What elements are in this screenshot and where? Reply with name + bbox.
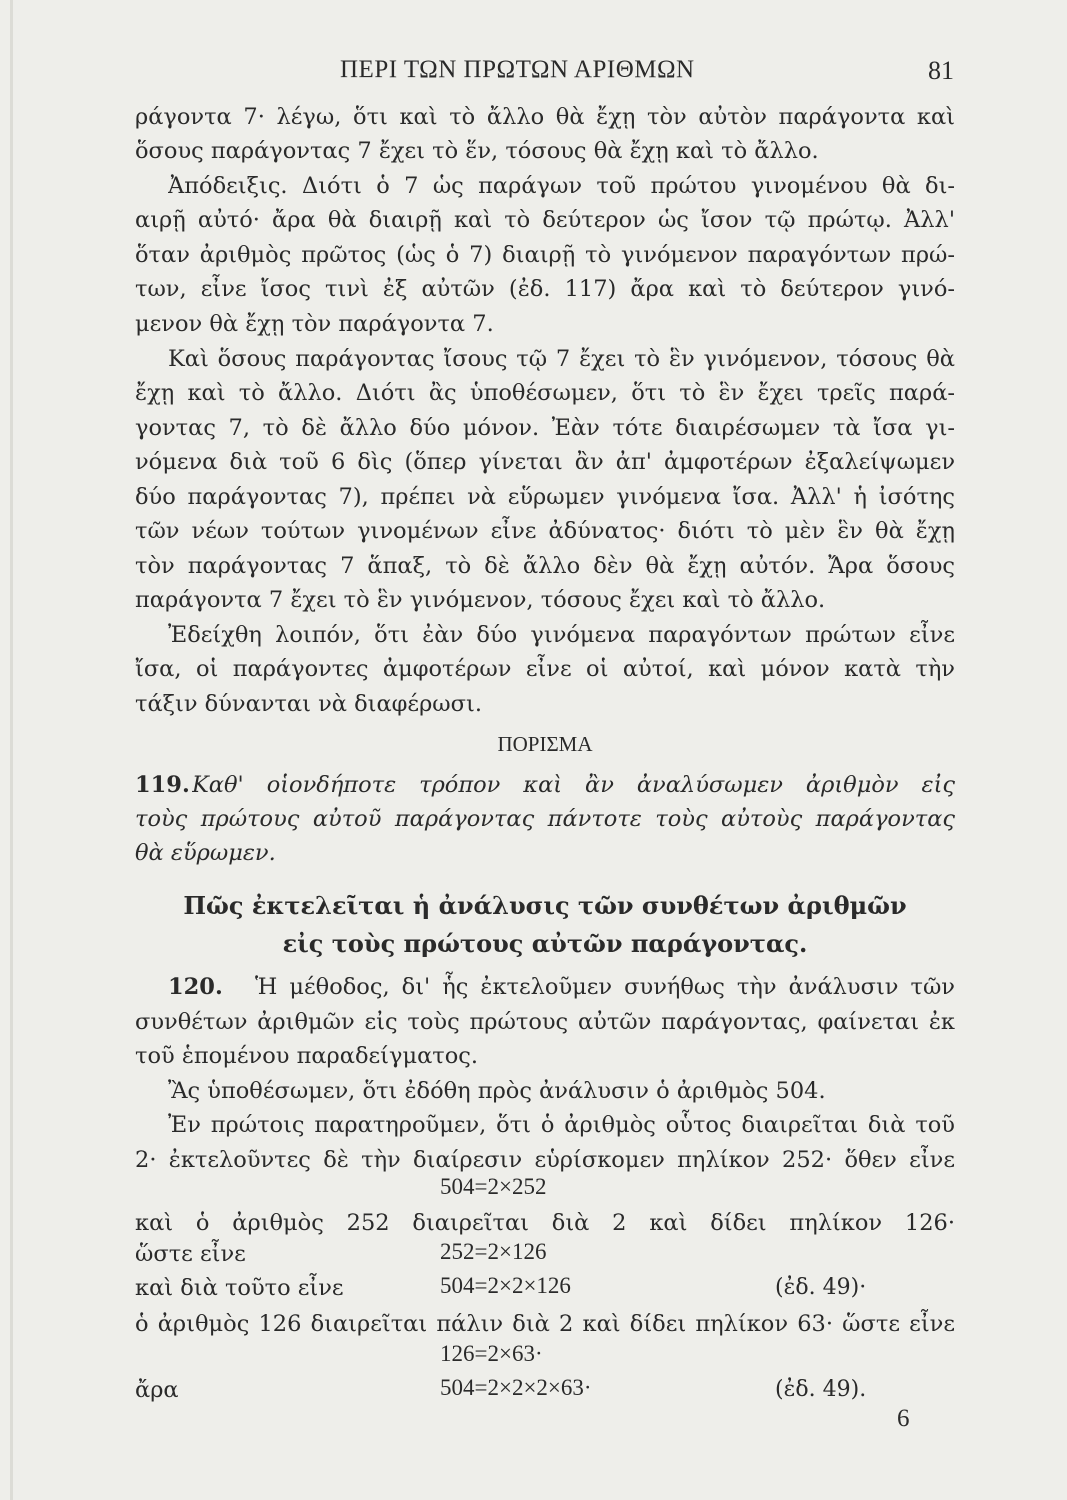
equation: 504=2×252 (440, 1174, 547, 1199)
equation: 504=2×2×2×63· (440, 1375, 592, 1400)
text-line: νόμενα διὰ τοῦ 6 δὶς (ὅπερ γίνεται ἂν ἀπ' ἀμφοτέρων ἐξαλείψωμεν (135, 449, 955, 475)
porisma-heading: ΠΟΡΙΣΜΑ (497, 732, 593, 756)
equation-label: ἄρα (135, 1377, 179, 1403)
porisma-line: θὰ εὕρωμεν. (135, 840, 276, 866)
text-line: παράγοντα 7 ἔχει τὸ ἓν γινόμενον, τόσους ἔχει καὶ τὸ ἄλλο. (135, 587, 826, 613)
equation: 252=2×126 (440, 1239, 547, 1264)
text-line: τὸν παράγοντας 7 ἅπαξ, τὸ δὲ ἄλλο δὲν θὰ ἔχῃ αὐτόν. Ἄρα ὅσους (135, 553, 955, 579)
porisma-line: τοὺς πρώτους αὐτοῦ παράγοντας πάντοτε τοὺς αὐτοὺς παράγοντας (135, 806, 955, 832)
text-line: γοντας 7, τὸ δὲ ἄλλο δύο μόνον. Ἐὰν τότε διαιρέσωμεν τὰ ἴσα γι- (135, 415, 955, 441)
text-line: Ἐδείχθη λοιπόν, ὅτι ἐὰν δύο γινόμενα παραγόντων πρώτων εἶνε (168, 622, 955, 648)
paragraph-number: 120. (168, 974, 223, 1000)
text-line: αιρῇ αὐτό· ἄρα θὰ διαιρῇ καὶ τὸ δεύτερον ὡς ἴσον τῷ πρώτῳ. Ἀλλ' (135, 207, 955, 233)
text-line: ἴσα, οἱ παράγοντες ἀμφοτέρων εἶνε οἱ αὐτοί, καὶ μόνον κατὰ τὴν (135, 656, 955, 682)
text-line: ἔχῃ καὶ τὸ ἄλλο. Διότι ἂς ὑποθέσωμεν, ὅτι τὸ ἓν ἔχει τρεῖς παρά- (135, 380, 955, 406)
reference: (ἐδ. 49)· (775, 1275, 867, 1300)
text-line: Ἡ μέθοδος, δι' ἧς ἐκτελοῦμεν συνήθως τὴν ἀνάλυσιν τῶν (255, 974, 955, 1000)
equation-label: καὶ διὰ τοῦτο εἶνε (135, 1275, 344, 1301)
text-line: Ἀπόδειξις. Διότι ὁ 7 ὡς παράγων τοῦ πρώτου γινομένου θὰ δι- (168, 173, 955, 199)
running-title: ΠΕΡΙ ΤΩΝ ΠΡΩΤΩΝ ΑΡΙΘΜΩΝ (340, 56, 695, 83)
page-edge (10, 0, 13, 1500)
page-number: 81 (928, 56, 954, 85)
text-line: ὅταν ἀριθμὸς πρῶτος (ὡς ὁ 7) διαιρῇ τὸ γινόμενον παραγόντων πρώ- (135, 242, 955, 268)
text-line: Ἐν πρώτοις παρατηροῦμεν, ὅτι ὁ ἀριθμὸς οὗτος διαιρεῖται διὰ τοῦ (168, 1112, 955, 1138)
text-line: Ἂς ὑποθέσωμεν, ὅτι ἐδόθη πρὸς ἀνάλυσιν ὁ ἀριθμὸς 504. (168, 1078, 826, 1104)
text-line: καὶ ὁ ἀριθμὸς 252 διαιρεῖται διὰ 2 καὶ δίδει πηλίκον 126· (135, 1210, 955, 1236)
text-line: μενον θὰ ἔχῃ τὸν παράγοντα 7. (135, 311, 494, 337)
text-line: συνθέτων ἀριθμῶν εἰς τοὺς πρώτους αὐτῶν παράγοντας, φαίνεται ἐκ (135, 1009, 955, 1035)
text-line: ὁ ἀριθμὸς 126 διαιρεῖται πάλιν διὰ 2 καὶ δίδει πηλίκον 63· ὥστε εἶνε (135, 1311, 955, 1337)
text-line: Καὶ ὅσους παράγοντας ἴσους τῷ 7 ἔχει τὸ ἓν γινόμενον, τόσους θὰ (168, 346, 955, 372)
porisma-line: Καθ' οἱονδήποτε τρόπον καὶ ἂν ἀναλύσωμεν ἀριθμὸν εἰς (192, 772, 955, 798)
text-line: των, εἶνε ἴσος τινὶ ἐξ αὐτῶν (ἐδ. 117) ἄρα καὶ τὸ δεύτερον γινό- (135, 276, 955, 302)
equation: 504=2×2×126 (440, 1273, 571, 1298)
text-line: ράγοντα 7· λέγω, ὅτι καὶ τὸ ἄλλο θὰ ἔχῃ τὸν αὐτὸν παράγοντα καὶ (135, 104, 955, 130)
running-header (130, 56, 960, 96)
section-heading-line1: Πῶς ἐκτελεῖται ἡ ἀνάλυσις τῶν συνθέτων ἀριθμῶν (183, 891, 907, 920)
equation: 126=2×63· (440, 1341, 543, 1366)
section-heading-line2: εἰς τοὺς πρώτους αὐτῶν παράγοντας. (282, 929, 808, 958)
equation-label: ὥστε εἶνε (135, 1241, 246, 1267)
text-line: 2· ἐκτελοῦντες δὲ τὴν διαίρεσιν εὑρίσκομεν πηλίκον 252· ὅθεν εἶνε (135, 1147, 955, 1173)
text-line: τῶν νέων τούτων γινομένων εἶνε ἀδύνατος· διότι τὸ μὲν ἓν θὰ ἔχῃ (135, 518, 955, 544)
reference: (ἐδ. 49). (775, 1377, 867, 1402)
text-line: δύο παράγοντας 7), πρέπει νὰ εὕρωμεν γινόμενα ἴσα. Ἀλλ' ἡ ἰσότης (135, 484, 955, 510)
text-line: τάξιν δύνανται νὰ διαφέρωσι. (135, 691, 482, 717)
signature-mark: 6 (897, 1405, 910, 1432)
porisma-number: 119. (135, 772, 190, 798)
text-line: τοῦ ἑπομένου παραδείγματος. (135, 1043, 479, 1069)
text-line: ὅσους παράγοντας 7 ἔχει τὸ ἕν, τόσους θὰ ἔχῃ καὶ τὸ ἄλλο. (135, 138, 819, 164)
